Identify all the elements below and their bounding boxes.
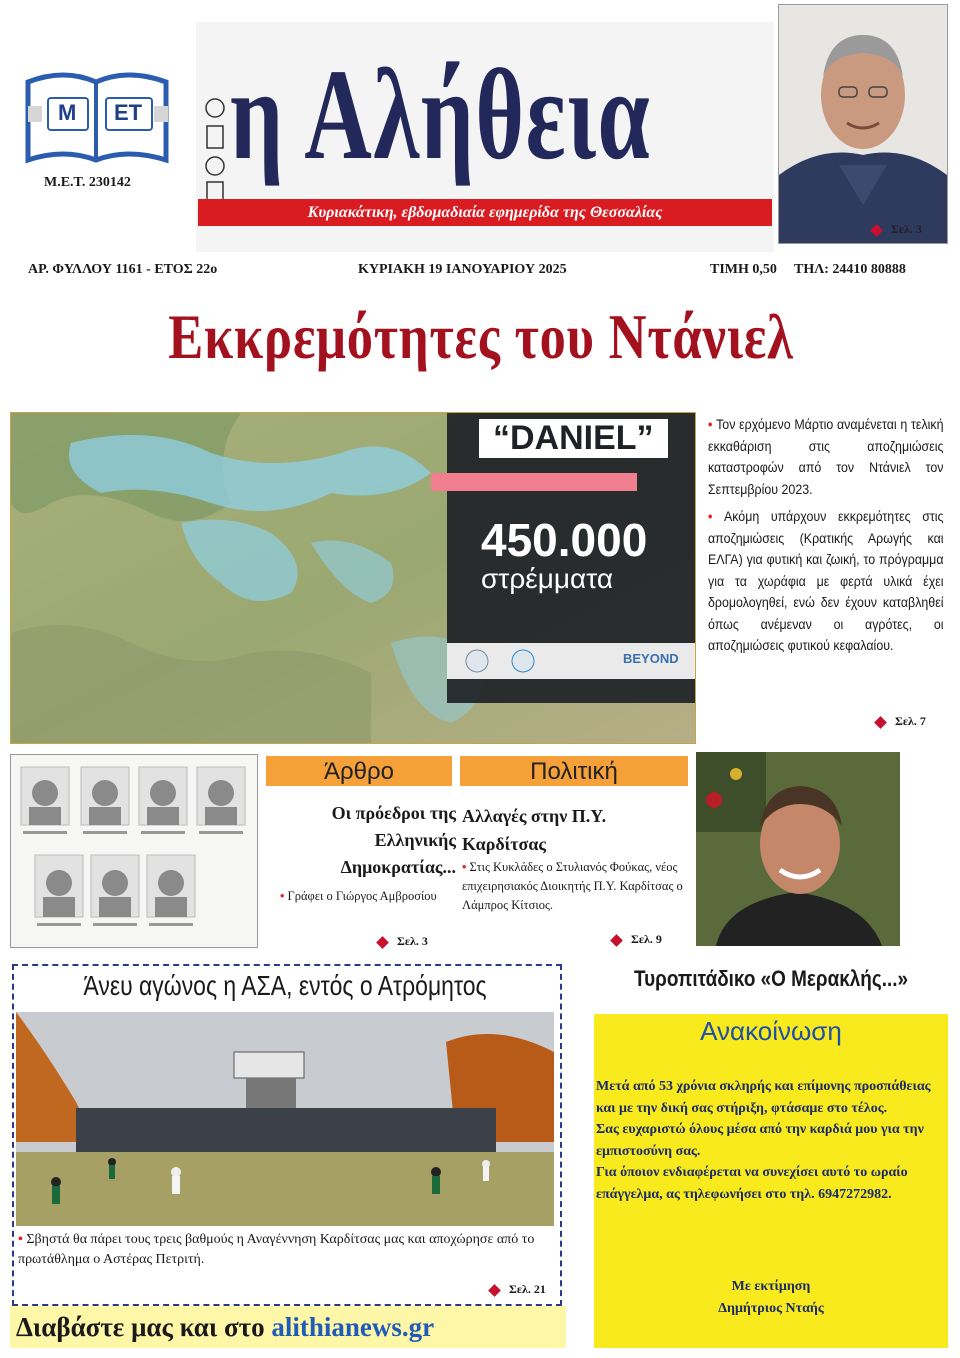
map-label: “DANIEL” [479, 419, 668, 458]
ad-subtitle: Ανακοίνωση [700, 1016, 842, 1046]
masthead-title[interactable]: η Αλήθεια [230, 43, 652, 187]
politiki-page-ref[interactable] [612, 932, 662, 947]
politiki-summary: • Στις Κυκλάδες ο Στυλιανός Φούκας, νέος επιχειρησιακός Διοικητής Π.Υ. Καρδίτσας ο Λάμπρος Κίτσιος. [462, 860, 683, 912]
issue-date: ΚΥΡΙΑΚΗ 19 ΙΑΝΟΥΑΡΙΟΥ 2025 [358, 262, 567, 277]
sports-title[interactable]: Άνευ αγώνος η ΑΣΑ, εντός ο Ατρόμητος [83, 970, 487, 1001]
arthro-byline-text: Γράφει ο Γιώργος Αμβροσίου [287, 889, 437, 903]
presidents-photo-grid[interactable] [10, 754, 258, 948]
website-url[interactable]: alithianews.gr [271, 1312, 435, 1342]
main-paragraph-1-text: Τον ερχόμενο Μάρτιο αναμένεται η τελική εκκαθάριση στις αποζημιώσεις καταστροφών από τον Ντάνιελ τον Σεπτεμβρίου 2023. [708, 417, 944, 497]
columnist-page-label: Σελ. 3 [891, 222, 922, 236]
sports-page-label: Σελ. 21 [509, 1282, 546, 1296]
website-banner[interactable] [10, 1306, 566, 1348]
sports-summary: • Σβηστά θα πάρει τους τρεις βαθμούς η Αναγέννηση Καρδίτσας μας και αποχώρησε από το πρωτάθλημα ο Αστέρας Πετριτή. [18, 1232, 535, 1267]
diamond-icon [870, 224, 883, 237]
arthro-page-ref[interactable] [378, 934, 428, 949]
ad-sign-line-2: Δημήτριος Νταής [718, 1301, 824, 1316]
seal-icon [204, 96, 226, 206]
ad-line-3: Για όποιον ενδιαφέρεται να συνεχίσει αυτό το ωραίο επάγγελμα, ας τηλεφωνήσει στο τηλ. 6947272982. [596, 1165, 908, 1202]
diamond-icon [376, 936, 389, 949]
columnist-photo[interactable] [778, 4, 948, 244]
section-tab-arthro[interactable]: Άρθρο [266, 756, 452, 786]
phone-number: ΤΗΛ: 24410 80888 [794, 262, 906, 277]
ad-body [596, 1076, 940, 1205]
officer-photo[interactable] [696, 752, 900, 946]
diamond-icon [488, 1284, 501, 1297]
sports-page-ref[interactable] [490, 1282, 546, 1297]
ad-line-1: Μετά από 53 χρόνια σκληρής και επίμονης προσπάθειας και με την δική σας στήριξη, φτάσαμε στο τέλος. [596, 1079, 931, 1116]
flood-map-image[interactable] [10, 412, 696, 744]
main-page-ref[interactable] [876, 714, 926, 729]
ad-sign-line-1: Με εκτίμηση [731, 1279, 811, 1294]
main-page-label: Σελ. 7 [895, 714, 926, 728]
arthro-page-label: Σελ. 3 [397, 934, 428, 948]
map-brand: BEYOND [623, 651, 679, 666]
map-unit: στρέμματα [481, 563, 614, 594]
politiki-summary-text: Στις Κυκλάδες ο Στυλιανός Φούκας, νέος επιχειρησιακός Διοικητής Π.Υ. Καρδίτσας ο Λάμπρος Κίτσιος. [462, 860, 683, 912]
issue-number: ΑΡ. ΦΥΛΛΟΥ 1161 - ΕΤΟΣ 22ο [28, 262, 218, 277]
website-prefix: Διαβάστε μας και στο [16, 1312, 272, 1342]
main-story-text [708, 414, 944, 663]
columnist-page-ref[interactable] [872, 222, 922, 237]
arthro-title[interactable]: Οι πρόεδροι της Ελληνικής Δημοκρατίας... [331, 803, 456, 877]
diamond-icon [610, 934, 623, 947]
main-paragraph-2: • Ακόμη υπάρχουν εκκρεμότητες στις αποζημιώσεις (Κρατικής Αρωγής και ΕΛΓΑ) για φυτική και ζωική, το πρόγραμμα για τα χωράφια με φερτά υλικά έχει δρομολογηθεί, ενώ δεν έχουν καταβληθεί όπως ανέμεναν οι αγρότες, οι αποζημιώσεις φυτικού κεφαλαίου. [708, 509, 944, 653]
issue-price: ΤΙΜΗ 0,50 [710, 262, 777, 277]
politiki-title[interactable]: Αλλαγές στην Π.Υ. Καρδίτσας [462, 806, 607, 854]
sports-summary-text: Σβηστά θα πάρει τους τρεις βαθμούς η Αναγέννηση Καρδίτσας μας και αποχώρησε από το πρωτάθλημα ο Αστέρας Πετριτή. [18, 1232, 535, 1267]
main-paragraph-2-text: Ακόμη υπάρχουν εκκρεμότητες στις αποζημιώσεις (Κρατικής Αρωγής και ΕΛΓΑ) για φυτική και ζωική, το πρόγραμμα για τα χωράφια με φερτά υλικά έχει δρομολογηθεί, ενώ δεν έχουν καταβληθεί όπως ανέμεναν οι αγρότες, οι αποζημιώσεις φυτικού κεφαλαίου. [708, 509, 944, 653]
main-headline[interactable]: Εκκρεμότητες του Ντάνιελ [168, 301, 794, 372]
section-tab-politiki[interactable]: Πολιτική [460, 756, 688, 786]
met-code: Μ.Ε.Τ. 230142 [44, 175, 131, 190]
map-figure: 450.000 [481, 514, 648, 566]
main-paragraph-1: • Τον ερχόμενο Μάρτιο αναμένεται η τελική εκκαθάριση στις αποζημιώσεις καταστροφών από τον Ντάνιελ τον Σεπτεμβρίου 2023. [708, 417, 944, 497]
football-match-photo[interactable] [16, 1012, 554, 1226]
met-logo [24, 68, 170, 166]
met-logo-letters-et: ΕΤ [114, 100, 143, 125]
met-logo-letter-m: Μ [58, 100, 77, 125]
tagline: Κυριακάτικη, εβδομαδιαία εφημερίδα της Θεσσαλίας [198, 199, 772, 226]
ad-signature [594, 1276, 948, 1320]
ad-line-2: Σας ευχαριστώ όλους μέσα από την καρδιά μου για την εμπιστοσύνη σας. [596, 1122, 924, 1159]
diamond-icon [874, 716, 887, 729]
ad-title: Τυροπιτάδικο «Ο Μερακλής...» [634, 966, 908, 991]
politiki-page-label: Σελ. 9 [631, 932, 662, 946]
arthro-byline: • Γράφει ο Γιώργος Αμβροσίου [280, 889, 437, 903]
